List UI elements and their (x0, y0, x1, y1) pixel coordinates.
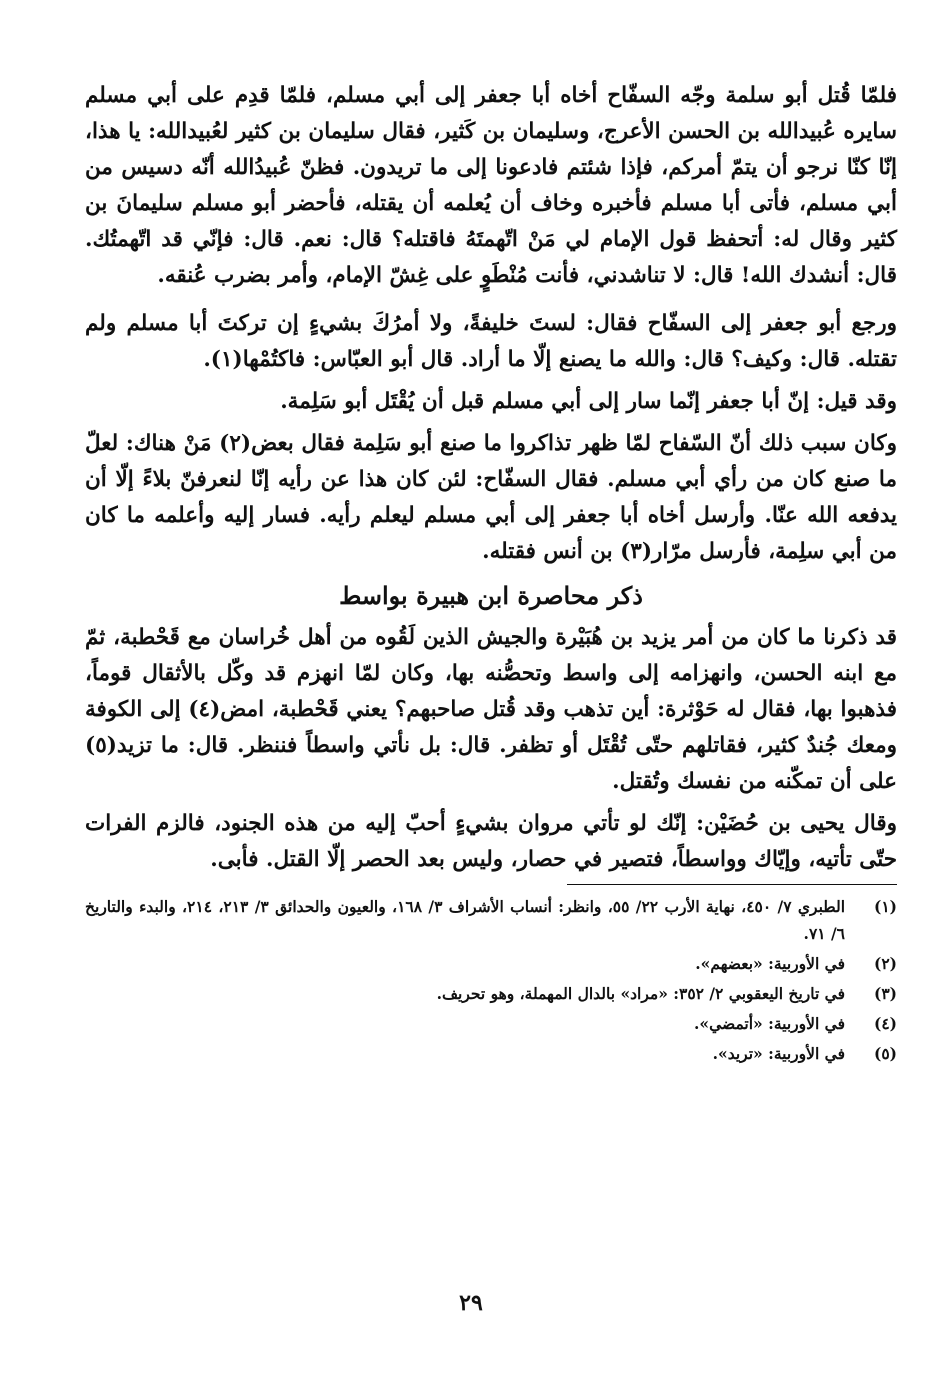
paragraph-3: وقد قيل: إنّ أبا جعفر إنّما سار إلى أبي مسلم قبل أن يُقْتَل أبو سَلِمة. (280, 389, 897, 414)
footnote (85, 950, 897, 977)
footnote (85, 1010, 897, 1037)
footnote-text: في الأوربية: «تريد». (712, 1044, 845, 1063)
footnote-text: في تاريخ اليعقوبي ٢/ ٣٥٢: «مراد» بالدال المهملة، وهو تحريف. (436, 984, 845, 1003)
footnote-number: (٣) (873, 984, 897, 1003)
paragraph-1: فلمّا قُتل أبو سلمة وجّه السفّاح أخاه أبا جعفر إلى أبي مسلم، فلمّا قدِم على أبي مسلم سايره عُبيدالله بن الحسن الأعرج، وسليمان بن كَثير، فقال سليمان بن كثير لعُبيدالله: يا هذا، إنّا كنّا نرجو أن يتمّ أمركم، فإذا شئتم فادعونا إلى ما تريدون. فظنّ عُبيدُالله أنّه دسيس من أبي مسلم، فأتى أبا مسلم فأخبره وخاف أن يُعلمه أن يقتله، فأحضر أبو مسلم سليمانَ بن كثير وقال له: أتحفظ قول الإمام لي مَنْ اتّهمتَهُ فاقتله؟ قال: نعم. قال: فإنّي قد اتّهمتُك. قال: أنشدك الله! قال: لا تناشدني، فأنت مُنْطَوٍ على غِشّ الإمام، وأمر بضرب عُنقه. (85, 83, 897, 288)
footnote (85, 980, 897, 1007)
footnotes (85, 893, 897, 1067)
section-heading: ذكر محاصرة ابن هبيرة بواسط (339, 581, 643, 610)
footnote-number: (٤) (873, 1014, 897, 1033)
footnote-text: في الأوربية: «أتمضي». (694, 1014, 845, 1033)
footnote-number: (٢) (873, 954, 897, 973)
page-number: ٢٩ (459, 1290, 483, 1316)
paragraph-2: ورجع أبو جعفر إلى السفّاح فقال: لستَ خليفةً، ولا أمرُكَ بشيءٍ إن تركتَ أبا مسلم ولم تقتله. قال: وكيف؟ قال: والله ما يصنع إلّا ما أراد. قال أبو العبّاس: فاكتُمْها(١). (85, 311, 897, 372)
footnote (85, 893, 897, 947)
footnote-text: في الأوربية: «بعضهم». (695, 954, 845, 973)
footnote-text: الطبري ٧/ ٤٥٠، نهاية الأرب ٢٢/ ٥٥، وانظر: أنساب الأشراف ٣/ ١٦٨، والعيون والحدائق ٣/ ٢١٣، ٢١٤، والبدء والتاريخ ٦/ ٧١. (85, 897, 846, 943)
paragraph-5: قد ذكرنا ما كان من أمر يزيد بن هُبَيْرة والجيش الذين لَقُوه من أهل خُراسان مع قَحْطبة، ثمّ مع ابنه الحسن، وانهزامه إلى واسط وتحصُّنه بها، وكان لمّا انهزم قد وكّل بالأثقال قوماً، فذهبوا بها، فقال له حَوْثرة: أين تذهب وقد قُتل صاحبهم؟ يعني قَحْطبة، امض(٤) إلى الكوفة ومعك جُندٌ كثير، فقاتلهم حتّى تُقْتَل أو تظفر. قال: بل نأتي واسطاً فننظر. قال: ما تزيد(٥) على أن تمكّنه من نفسك وتُقتل. (85, 625, 897, 794)
footnote (85, 1040, 897, 1067)
footnote-number: (١) (873, 897, 897, 916)
footnote-separator (567, 884, 897, 885)
paragraph-6: وقال يحيى بن حُضَيْن: إنّك لو تأتي مروان بشيءٍ أحبّ إليه من هذه الجنود، فالزم الفرات حتّى تأتيه، وإيّاك وواسطاً، فتصير في حصار، وليس بعد الحصر إلّا القتل. فأبى. (85, 811, 897, 872)
footnote-number: (٥) (873, 1044, 897, 1063)
paragraph-4: وكان سبب ذلك أنّ السّفاح لمّا ظهر تذاكروا ما صنع أبو سَلِمة فقال بعض(٢) مَنْ هناك: لعلّ ما صنع كان من رأي أبي مسلم. فقال السفّاح: لئن كان هذا عن رأيه إنّا لنعرفنّ بلاءً إلّا أن يدفعه الله عنّا. وأرسل أخاه أبا جعفر إلى أبي مسلم ليعلم رأيه. فسار إليه وأعلمه ما كان من أبي سلِمة، فأرسل مرّار(٣) بن أنس فقتله. (85, 431, 897, 564)
